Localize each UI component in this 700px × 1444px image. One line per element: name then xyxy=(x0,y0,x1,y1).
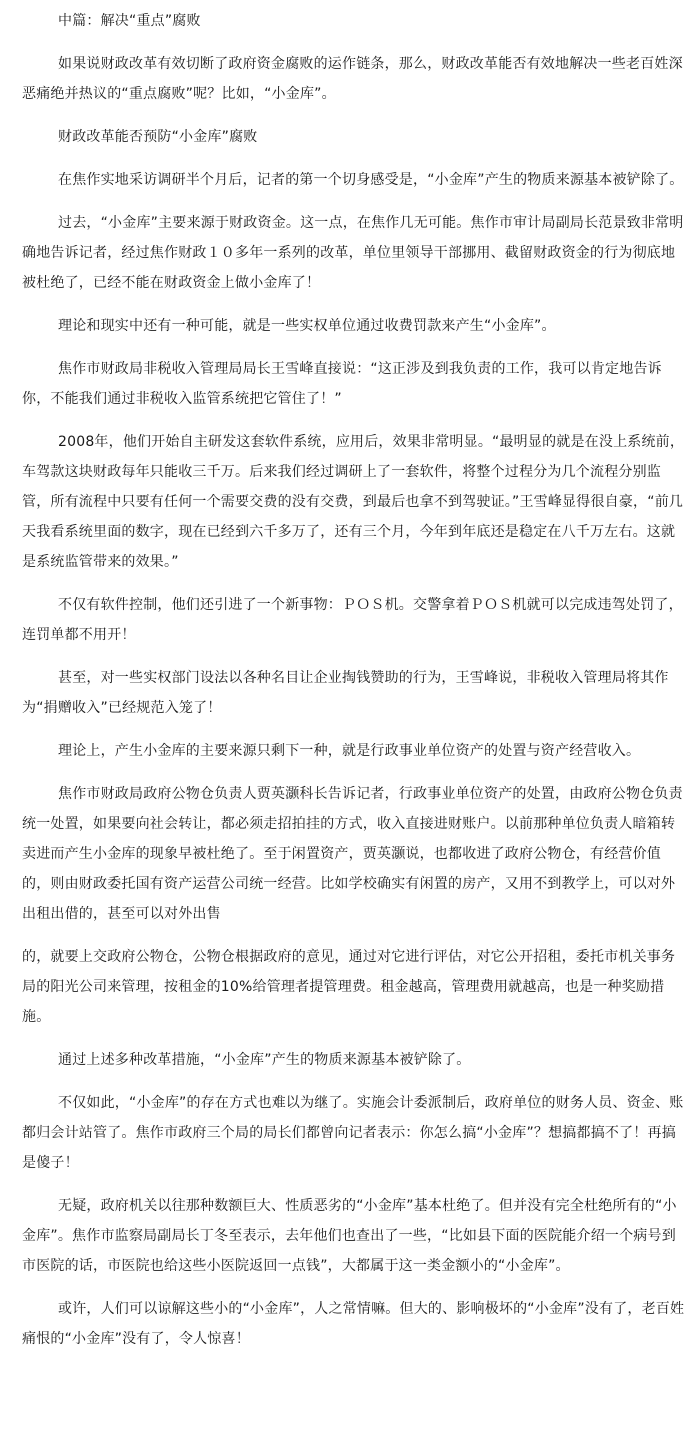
paragraph: 理论和现实中还有一种可能，就是一些实权单位通过收费罚款来产生“小金库”。 xyxy=(58,318,556,334)
paragraph: 通过上述多种改革措施，“小金库”产生的物质来源基本被铲除了。 xyxy=(58,1052,471,1068)
paragraph: 2008年，他们开始自主研发这套软件系统，应用后，效果非常明显。“最明显的就是在没上系统前，车驾款这块财政每年只能收三千万。后来我们经过调研上了一套软件，将整个过程分为几个流程分别监管，所有流程中只要有任何一个需要交费的没有交费，到最后也拿不到驾驶证。”王雪峰显得很自豪，“前几天我看系统里面的数字，现在已经到六千多万了，还有三个月，今年到年底还是稳定在八千万左右。这就是系统监管带来的效果。” xyxy=(22,434,685,570)
subsection-heading: 财政改革能否预防“小金库”腐败 xyxy=(58,129,258,145)
paragraph: 如果说财政改革有效切断了政府资金腐败的运作链条，那么，财政改革能否有效地解决一些老百姓深恶痛绝并热议的“重点腐败”呢？比如，“小金库”。 xyxy=(22,56,683,102)
paragraph-continuation: 的，就要上交政府公物仓，公物仓根据政府的意见，通过对它进行评估，对它公开招租，委托市机关事务局的阳光公司来管理，按租金的10%给管理者提管理费。租金越高，管理费用就越高，也是一种奖励措施。 xyxy=(22,949,676,1025)
paragraph: 无疑，政府机关以往那种数额巨大、性质恶劣的“小金库”基本杜绝了。但并没有完全杜绝所有的“小金库”。焦作市监察局副局长丁冬至表示，去年他们也查出了一些，“比如县下面的医院能介绍一个病号到市医院的话，市医院也给这些小医院返回一点钱”，大都属于这一类金额小的“小金库”。 xyxy=(22,1198,677,1274)
paragraph: 在焦作实地采访调研半个月后，记者的第一个切身感受是，“小金库”产生的物质来源基本被铲除了。 xyxy=(58,172,684,188)
paragraph: 理论上，产生小金库的主要来源只剩下一种，就是行政事业单位资产的处置与资产经营收入。 xyxy=(58,743,641,759)
paragraph: 焦作市财政局政府公物仓负责人贾英灏科长告诉记者，行政事业单位资产的处置，由政府公物仓负责统一处置，如果要向社会转让，都必须走招拍挂的方式，收入直接进财账户。以前那种单位负责人暗箱转卖进而产生小金库的现象早被杜绝了。至于闲置资产，贾英灏说，也都收进了政府公物仓，有经营价值的，则由财政委托国有资产运营公司统一经营。比如学校确实有闲置的房产，又用不到教学上，可以对外出租出借的，甚至可以对外出售 xyxy=(22,786,683,922)
paragraph: 焦作市财政局非税收入管理局局长王雪峰直接说：“这正涉及到我负责的工作，我可以肯定地告诉你，不能我们通过非税收入监管系统把它管住了！” xyxy=(22,361,662,407)
paragraph: 过去，“小金库”主要来源于财政资金。这一点，在焦作几无可能。焦作市审计局副局长范景致非常明确地告诉记者，经过焦作财政１０多年一系列的改革，单位里领导干部挪用、截留财政资金的行为彻底地被杜绝了，已经不能在财政资金上做小金库了！ xyxy=(22,215,684,291)
paragraph: 不仅如此，“小金库”的存在方式也难以为继了。实施会计委派制后，政府单位的财务人员、资金、账都归会计站管了。焦作市政府三个局的局长们都曾向记者表示：你怎么搞“小金库”？想搞都搞不了！再搞是傻子！ xyxy=(22,1095,684,1171)
paragraph: 甚至，对一些实权部门设法以各种名目让企业掏钱赞助的行为，王雪峰说，非税收入管理局将其作为“捐赠收入”已经规范入笼了！ xyxy=(22,670,669,716)
paragraph: 或许，人们可以谅解这些小的“小金库”，人之常情嘛。但大的、影响极坏的“小金库”没有了，老百姓痛恨的“小金库”没有了，令人惊喜！ xyxy=(22,1301,685,1347)
paragraph: 不仅有软件控制，他们还引进了一个新事物：ＰＯＳ机。交警拿着ＰＯＳ机就可以完成违驾处罚了，连罚单都不用开！ xyxy=(22,597,683,643)
section-heading: 中篇：解决“重点”腐败 xyxy=(58,13,201,29)
